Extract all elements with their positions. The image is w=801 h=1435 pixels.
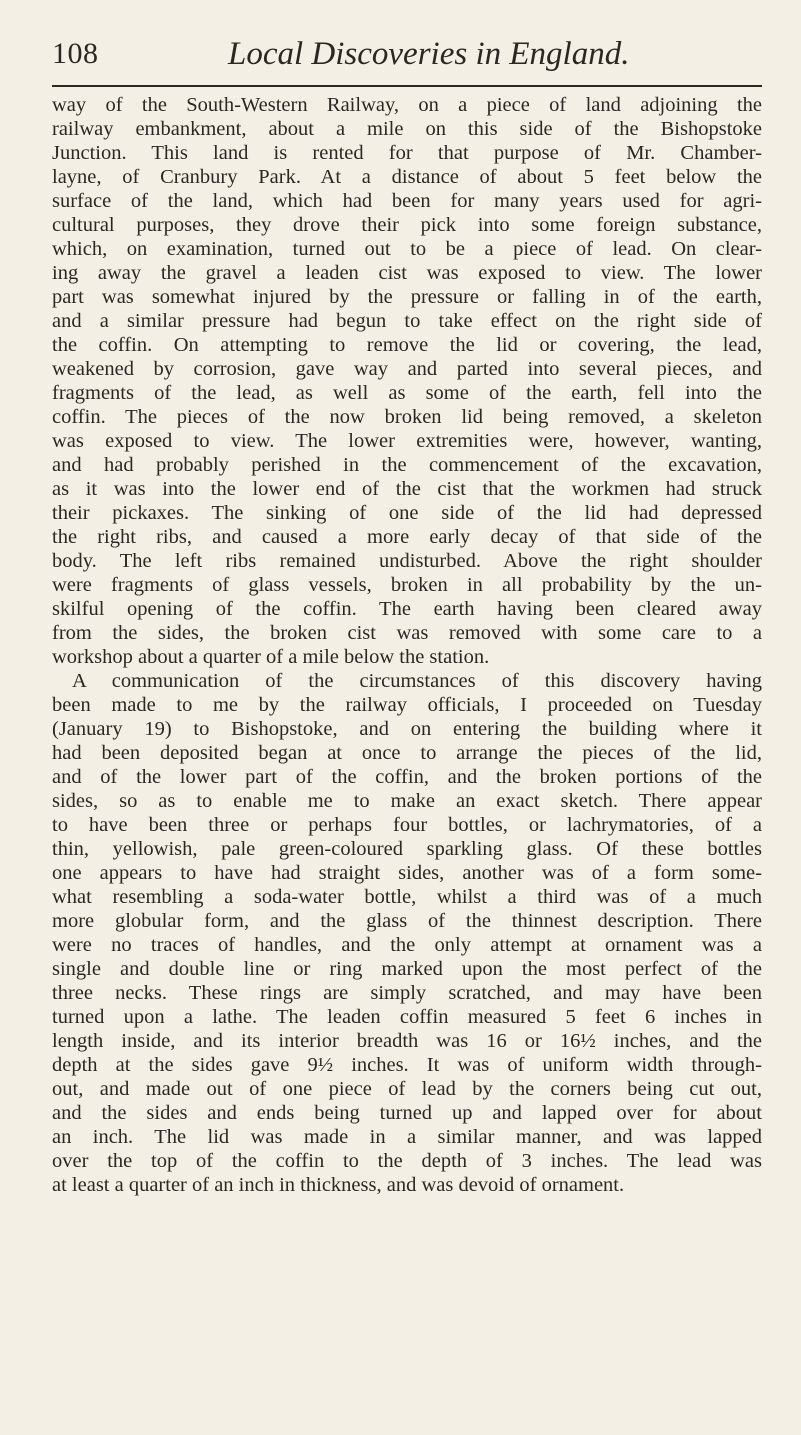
text-line: Junction. This land is rented for that purpose of Mr. Chamber- — [52, 142, 762, 164]
text-line: at least a quarter of an inch in thickness, and was devoid of ornament. — [52, 1174, 625, 1196]
text-line: an inch. The lid was made in a similar manner, and was lapped — [52, 1126, 762, 1148]
text-line: one appears to have had straight sides, another was of a form some- — [52, 862, 762, 884]
text-line: and had probably perished in the commencement of the excavation, — [52, 454, 762, 476]
text-line: cultural purposes, they drove their pick into some foreign substance, — [52, 214, 762, 236]
text-line: (January 19) to Bishopstoke, and on entering the building where it — [52, 718, 762, 740]
text-line: body. The left ribs remained undisturbed. Above the right shoulder — [52, 550, 762, 572]
text-line: to have been three or perhaps four bottles, or lachrymatories, of a — [52, 814, 762, 836]
text-line: ing away the gravel a leaden cist was exposed to view. The lower — [52, 262, 762, 284]
text-line: way of the South-Western Railway, on a piece of land adjoining the — [52, 94, 762, 116]
text-line: railway embankment, about a mile on this side of the Bishopstoke — [52, 118, 762, 140]
text-line: part was somewhat injured by the pressure or falling in of the earth, — [52, 286, 762, 308]
text-line: skilful opening of the coffin. The earth having been cleared away — [52, 598, 762, 620]
text-line: as it was into the lower end of the cist that the workmen had struck — [52, 478, 762, 500]
text-line: turned upon a lathe. The leaden coffin measured 5 feet 6 inches in — [52, 1006, 762, 1028]
text-line: had been deposited began at once to arrange the pieces of the lid, — [52, 742, 762, 764]
text-line: were fragments of glass vessels, broken in all probability by the un- — [52, 574, 762, 596]
text-line: more globular form, and the glass of the thinnest description. There — [52, 910, 762, 932]
body-text — [52, 93, 762, 1197]
text-line: out, and made out of one piece of lead by the corners being cut out, — [52, 1078, 762, 1100]
text-line: over the top of the coffin to the depth of 3 inches. The lead was — [52, 1150, 762, 1172]
page-number: 108 — [52, 37, 99, 70]
text-line: and the sides and ends being turned up and lapped over for about — [52, 1102, 762, 1124]
text-line: thin, yellowish, pale green-coloured sparkling glass. Of these bottles — [52, 838, 762, 860]
page-header — [52, 34, 768, 80]
text-line: coffin. The pieces of the now broken lid being removed, a skeleton — [52, 406, 762, 428]
text-line: surface of the land, which had been for many years used for agri- — [52, 190, 762, 212]
text-line: was exposed to view. The lower extremities were, however, wanting, — [52, 430, 762, 452]
text-line: the right ribs, and caused a more early decay of that side of the — [52, 526, 762, 548]
text-line: length inside, and its interior breadth was 16 or 16½ inches, and the — [52, 1030, 762, 1052]
text-line: and of the lower part of the coffin, and the broken portions of the — [52, 766, 762, 788]
header-rule — [52, 85, 762, 87]
text-line: depth at the sides gave 9½ inches. It was of uniform width through- — [52, 1054, 762, 1076]
text-line: which, on examination, turned out to be a piece of lead. On clear- — [52, 238, 762, 260]
text-line: fragments of the lead, as well as some of the earth, fell into the — [52, 382, 762, 404]
text-line: and a similar pressure had begun to take effect on the right side of — [52, 310, 762, 332]
text-line: what resembling a soda-water bottle, whilst a third was of a much — [52, 886, 762, 908]
text-line: from the sides, the broken cist was removed with some care to a — [52, 622, 762, 644]
text-line: workshop about a quarter of a mile below the station. — [52, 646, 490, 668]
text-line: single and double line or ring marked upon the most perfect of the — [52, 958, 762, 980]
text-line: sides, so as to enable me to make an exact sketch. There appear — [52, 790, 762, 812]
text-line: were no traces of handles, and the only attempt at ornament was a — [52, 934, 762, 956]
running-title: Local Discoveries in England. — [228, 36, 630, 72]
text-line: their pickaxes. The sinking of one side of the lid had depressed — [52, 502, 762, 524]
text-line: A communication of the circumstances of this discovery having — [72, 670, 762, 692]
text-line: weakened by corrosion, gave way and parted into several pieces, and — [52, 358, 762, 380]
text-line: the coffin. On attempting to remove the lid or covering, the lead, — [52, 334, 762, 356]
text-line: layne, of Cranbury Park. At a distance of about 5 feet below the — [52, 166, 762, 188]
text-line: three necks. These rings are simply scratched, and may have been — [52, 982, 762, 1004]
text-line: been made to me by the railway officials, I proceeded on Tuesday — [52, 694, 762, 716]
